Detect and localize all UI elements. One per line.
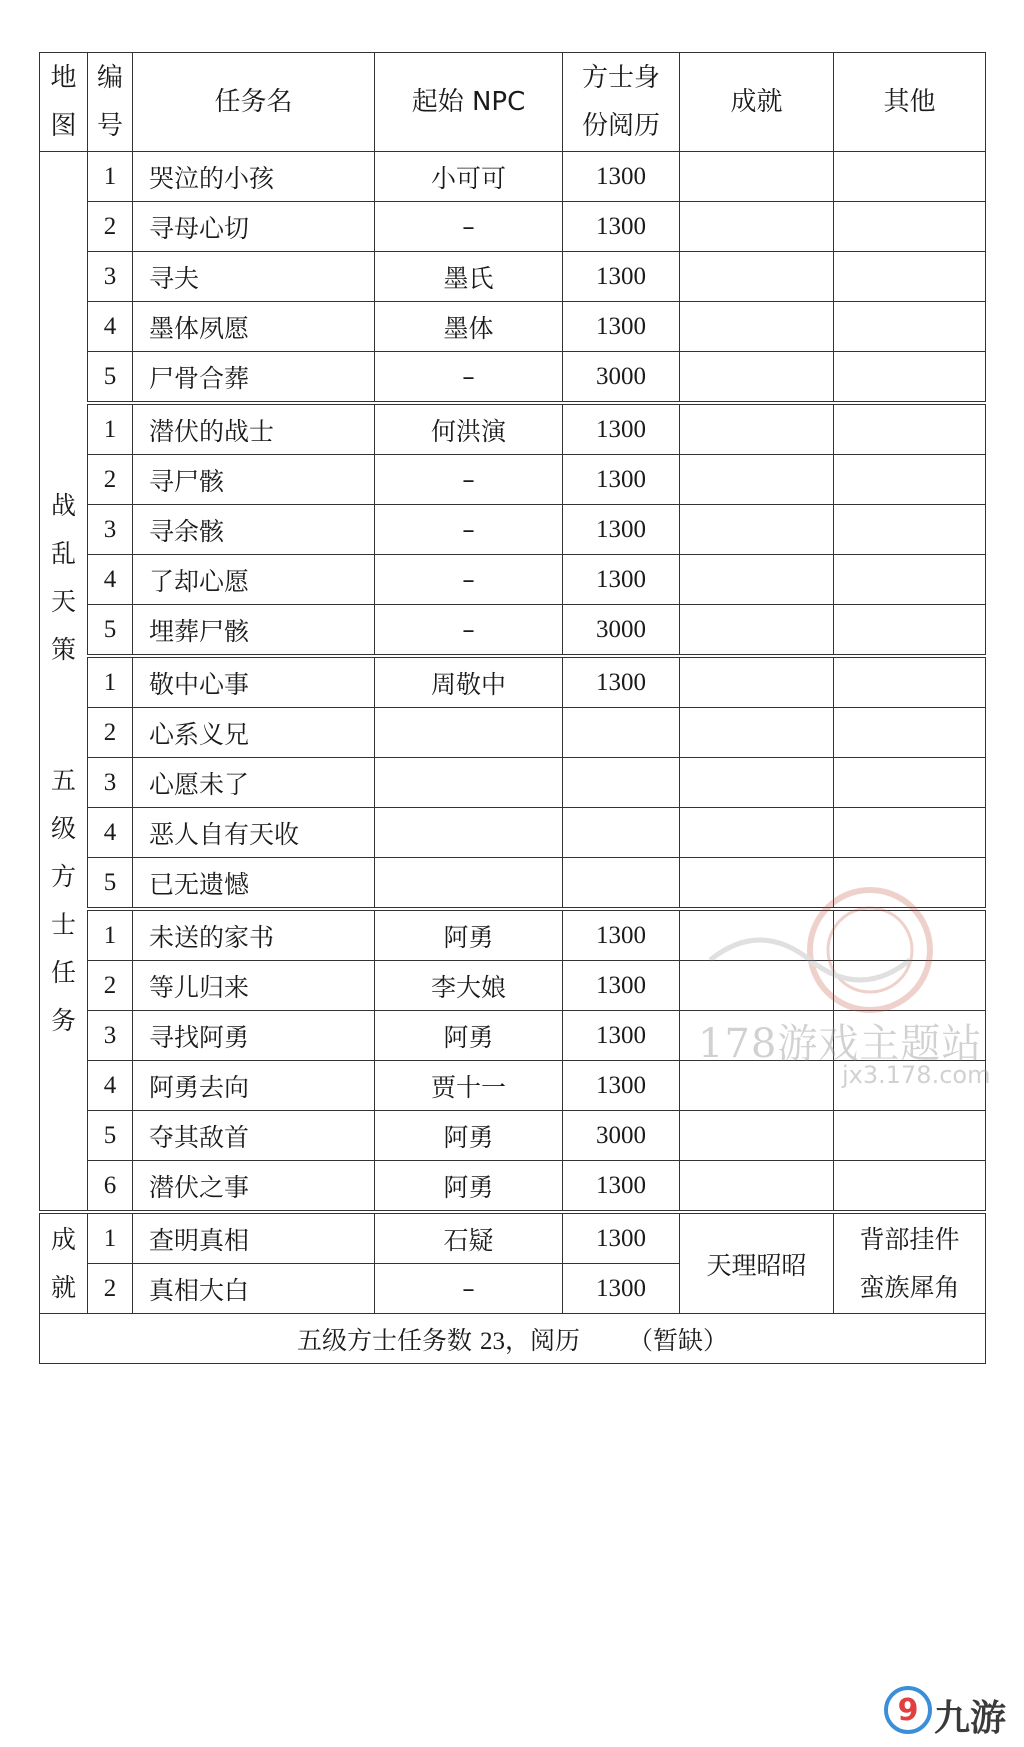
exp-value: 1300 [563,252,680,302]
task-name: 未送的家书 [133,909,375,961]
other-cell [834,455,986,505]
achievement-cell [680,202,834,252]
achievement-group-label [40,1212,88,1314]
footer-prefix: 五级方士任务数 [297,1325,480,1355]
task-number: 2 [88,202,133,252]
exp-value: 1300 [563,961,680,1011]
other-cell [834,656,986,708]
exp-value [563,758,680,808]
task-name: 埋葬尸骸 [133,605,375,657]
map-name-cell [40,152,88,1213]
achievement-cell [680,352,834,404]
exp-value: 1300 [563,555,680,605]
task-name: 查明真相 [133,1212,375,1264]
other-cell [834,708,986,758]
exp-value [563,708,680,758]
reward-other [834,1212,986,1314]
header-other: 其他 [834,53,986,152]
watermark-text: 178游戏主题站 [698,1021,983,1067]
task-number: 4 [88,302,133,352]
achievement-cell [680,152,834,202]
achievement-cell [680,403,834,455]
task-number: 1 [88,403,133,455]
task-name: 阿勇去向 [133,1061,375,1111]
task-name: 墨体夙愿 [133,302,375,352]
footer-suffix: （暂缺） [627,1325,728,1355]
exp-value: 1300 [563,505,680,555]
other-cell [834,302,986,352]
map-name-char: 乱 [50,539,76,568]
other-cell [834,152,986,202]
task-name: 尸骨合葬 [133,352,375,404]
start-npc: 阿勇 [375,1161,563,1213]
task-number: 5 [88,1111,133,1161]
quest-table [39,52,986,1364]
start-npc: – [375,202,563,252]
header-num-label: 编号 [96,63,123,141]
table-row [40,555,986,605]
table-row [40,202,986,252]
start-npc: 墨氏 [375,252,563,302]
header-exp-label: 方士身份阅历 [581,63,660,141]
task-name: 心系义兄 [133,708,375,758]
table-row [40,302,986,352]
exp-value: 1300 [563,403,680,455]
task-name: 寻尸骸 [133,455,375,505]
task-number: 3 [88,252,133,302]
start-npc: 周敬中 [375,656,563,708]
other-cell [834,555,986,605]
task-number: 2 [88,961,133,1011]
start-npc [375,858,563,910]
task-name: 真相大白 [133,1264,375,1314]
table-row [40,708,986,758]
table-row [40,152,986,202]
achievement-cell [680,1161,834,1213]
map-name-char: 任 [50,958,76,987]
task-number: 1 [88,152,133,202]
start-npc: – [375,605,563,657]
reward-line-1: 背部挂件 [859,1224,960,1254]
other-cell [834,1161,986,1213]
task-name: 心愿未了 [133,758,375,808]
achievement-cell [680,1111,834,1161]
svg-text:9: 9 [897,1693,919,1728]
other-cell [834,403,986,455]
task-name: 了却心愿 [133,555,375,605]
task-name: 潜伏的战士 [133,403,375,455]
start-npc: 李大娘 [375,961,563,1011]
footer-count: 23 [479,1327,505,1355]
achievement-cell [680,808,834,858]
table-row [40,758,986,808]
map-name-char: 战 [50,491,76,520]
exp-value: 1300 [563,455,680,505]
task-name: 恶人自有天收 [133,808,375,858]
table-row [40,605,986,657]
task-number: 1 [88,1212,133,1264]
other-cell [834,505,986,555]
start-npc: 石疑 [375,1212,563,1264]
footer-mid: ，阅历 [504,1325,580,1355]
achievement-cell [680,555,834,605]
other-cell [834,252,986,302]
task-number: 2 [88,1264,133,1314]
header-exp [563,53,680,152]
footer-row [40,1314,986,1364]
table-row [40,403,986,455]
reward-line-2: 蛮族犀角 [859,1272,960,1302]
map-name-char: 天 [50,587,76,616]
task-number: 3 [88,505,133,555]
task-name: 寻夫 [133,252,375,302]
start-npc: – [375,555,563,605]
exp-value: 3000 [563,352,680,404]
start-npc: 阿勇 [375,1111,563,1161]
task-number: 3 [88,1011,133,1061]
task-number: 2 [88,455,133,505]
other-cell [834,352,986,404]
other-cell [834,605,986,657]
achievement-cell [680,605,834,657]
map-name-char: 级 [50,814,76,843]
start-npc: – [375,352,563,404]
task-number: 4 [88,808,133,858]
start-npc: – [375,1264,563,1314]
map-name-char: 策 [50,635,76,664]
table-row [40,1212,986,1264]
table-row [40,1111,986,1161]
header-task: 任务名 [133,53,375,152]
start-npc: 贾十一 [375,1061,563,1111]
exp-value: 1300 [563,302,680,352]
other-cell [834,758,986,808]
exp-value: 3000 [563,605,680,657]
achievement-group-label-text: 成就 [50,1224,76,1302]
exp-value: 1300 [563,1161,680,1213]
exp-value: 3000 [563,1111,680,1161]
achievement-cell [680,505,834,555]
task-name: 哭泣的小孩 [133,152,375,202]
start-npc: 墨体 [375,302,563,352]
task-number: 1 [88,656,133,708]
start-npc [375,808,563,858]
header-map [40,53,88,152]
task-name: 潜伏之事 [133,1161,375,1213]
table-row [40,352,986,404]
exp-value: 1300 [563,909,680,961]
exp-value [563,808,680,858]
task-name: 已无遗憾 [133,858,375,910]
task-name: 寻余骸 [133,505,375,555]
other-cell [834,808,986,858]
task-number: 4 [88,1061,133,1111]
achievement-cell [680,302,834,352]
achievement-cell [680,708,834,758]
start-npc [375,758,563,808]
header-num [88,53,133,152]
task-number: 3 [88,758,133,808]
start-npc: 阿勇 [375,1011,563,1061]
achievement-cell [680,758,834,808]
other-cell [834,202,986,252]
start-npc: 何洪演 [375,403,563,455]
table-row [40,252,986,302]
start-npc: 小可可 [375,152,563,202]
table-row [40,505,986,555]
table-row [40,656,986,708]
header-map-label: 地图 [50,63,77,141]
exp-value: 1300 [563,1011,680,1061]
header-row [40,53,986,152]
map-name-char: 务 [50,1006,76,1035]
achievement-name: 天理昭昭 [680,1212,834,1314]
achievement-cell [680,455,834,505]
corner-logo-text: 九游 [934,1698,1007,1739]
task-name: 夺其敌首 [133,1111,375,1161]
quest-table-wrapper [39,52,985,1364]
task-name: 敬中心事 [133,656,375,708]
table-row [40,808,986,858]
achievement-cell [680,656,834,708]
table-row [40,455,986,505]
exp-value [563,858,680,910]
map-name-char: 五 [50,766,76,795]
footer-summary [40,1314,986,1364]
map-name-char: 士 [50,910,76,939]
table-row [40,1161,986,1213]
start-npc: 阿勇 [375,909,563,961]
exp-value: 1300 [563,152,680,202]
header-npc: 起始 NPC [375,53,563,152]
task-name: 寻母心切 [133,202,375,252]
task-number: 4 [88,555,133,605]
watermark-url: jx3.178.com [842,1061,991,1089]
task-number: 6 [88,1161,133,1213]
task-number: 5 [88,352,133,404]
header-achievement: 成就 [680,53,834,152]
task-number: 2 [88,708,133,758]
exp-value: 1300 [563,1264,680,1314]
task-number: 5 [88,858,133,910]
task-number: 1 [88,909,133,961]
start-npc: – [375,505,563,555]
exp-value: 1300 [563,656,680,708]
task-name: 寻找阿勇 [133,1011,375,1061]
start-npc [375,708,563,758]
exp-value: 1300 [563,1212,680,1264]
start-npc: – [375,455,563,505]
other-cell [834,1111,986,1161]
task-name: 等儿归来 [133,961,375,1011]
exp-value: 1300 [563,1061,680,1111]
exp-value: 1300 [563,202,680,252]
map-name-char: 方 [50,862,76,891]
quest-table-body [40,152,986,1364]
achievement-cell [680,252,834,302]
task-number: 5 [88,605,133,657]
